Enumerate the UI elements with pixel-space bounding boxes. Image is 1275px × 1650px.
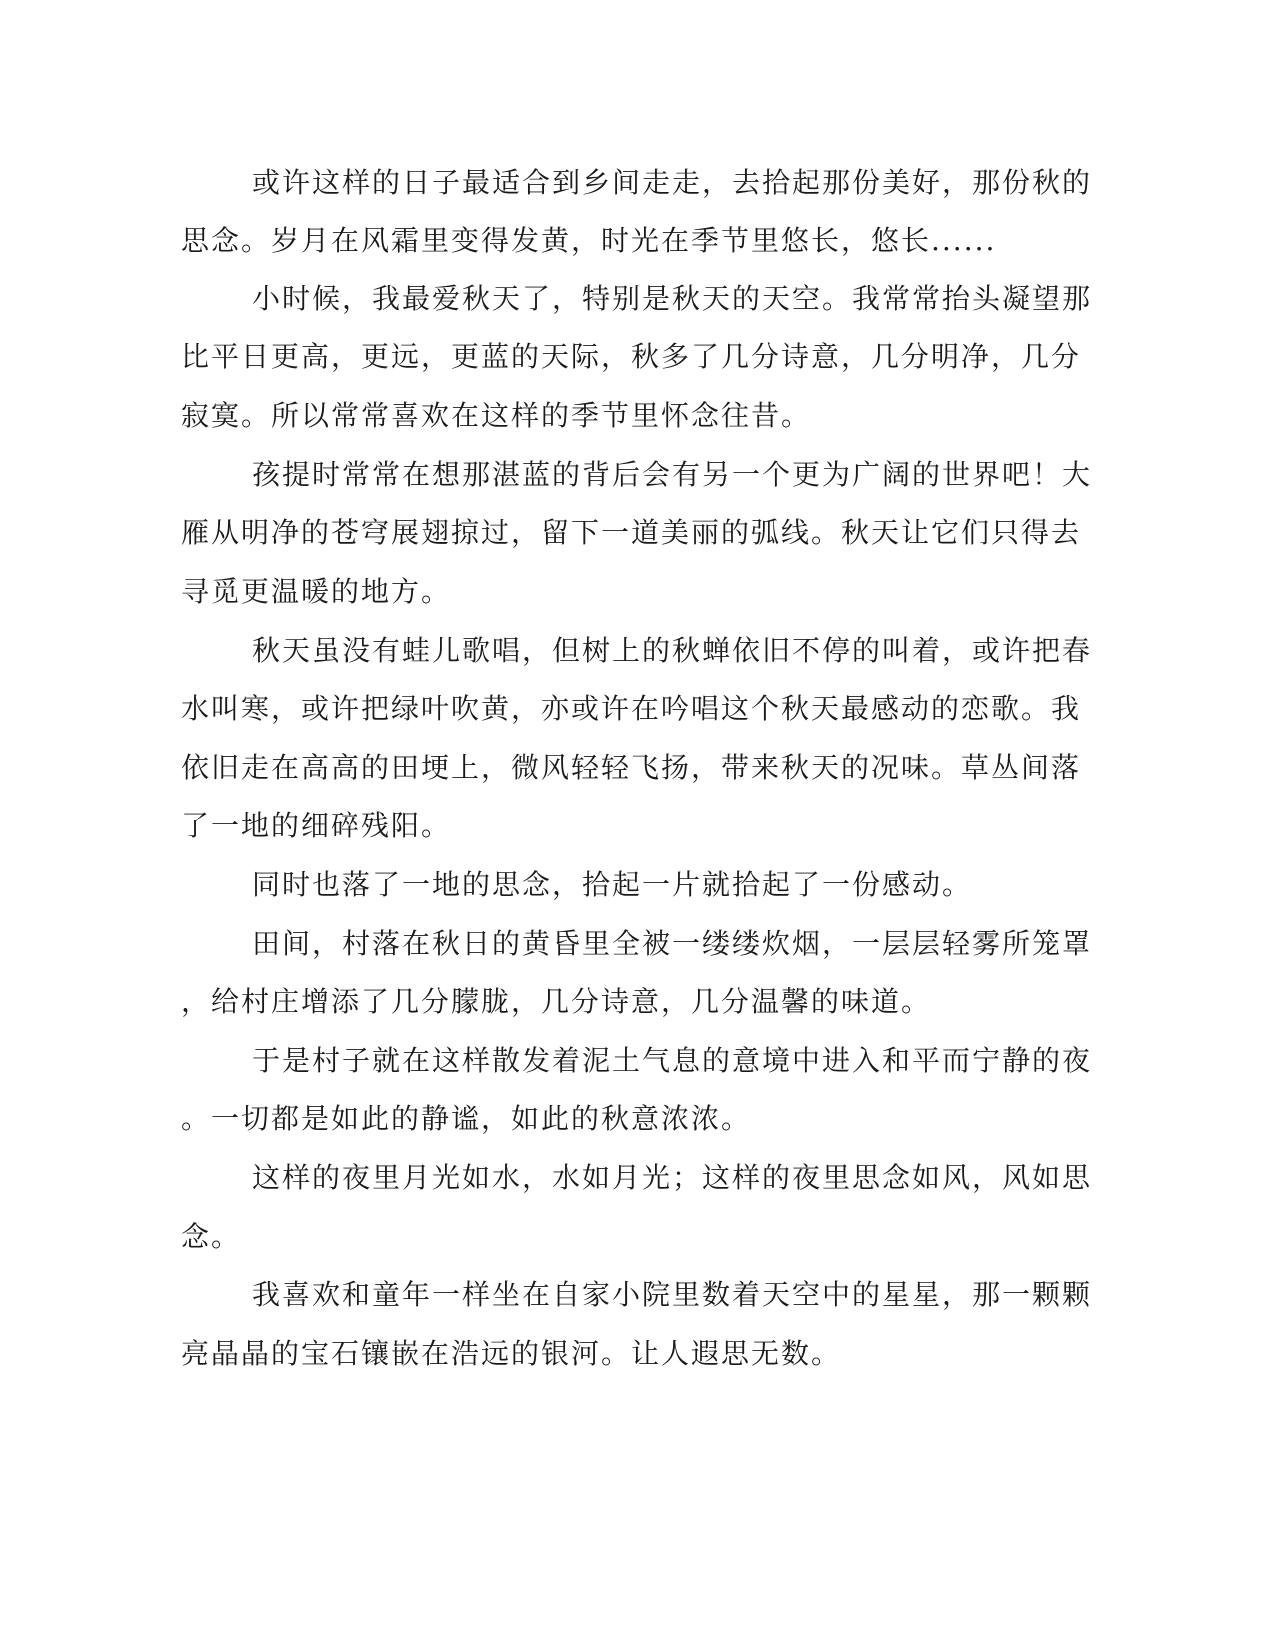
text-line: 同时也落了一地的思念，拾起一片就拾起了一份感动。 [252,868,973,901]
text-line: ，给村庄增添了几分朦胧，几分诗意，几分温馨的味道。 [181,985,932,1018]
text-line: 亮晶晶的宝石镶嵌在浩远的银河。让人遐思无数。 [181,1337,842,1370]
text-line: 小时候，我最爱秋天了，特别是秋天的天空。我常常抬头凝望那 [252,282,1093,315]
text-line: 田间，村落在秋日的黄昏里全被一缕缕炊烟，一层层轻雾所笼罩 [252,927,1093,960]
text-line: 孩提时常常在想那湛蓝的背后会有另一个更为广阔的世界吧！大 [252,458,1093,491]
text-line: 。一切都是如此的静谧，如此的秋意浓浓。 [181,1102,752,1135]
text-line: 依旧走在高高的田埂上，微风轻轻飞扬，带来秋天的况味。草丛间落 [181,751,1082,784]
text-line: 秋天虽没有蛙儿歌唱，但树上的秋蝉依旧不停的叫着，或许把春 [252,634,1093,667]
text-line: 水叫寒，或许把绿叶吹黄，亦或许在吟唱这个秋天最感动的恋歌。我 [181,692,1082,725]
text-line: 雁从明净的苍穹展翅掠过，留下一道美丽的弧线。秋天让它们只得去 [181,516,1082,549]
text-line: 于是村子就在这样散发着泥土气息的意境中进入和平而宁静的夜 [252,1044,1093,1077]
text-line: 寂寞。所以常常喜欢在这样的季节里怀念往昔。 [181,399,812,432]
text-line: 比平日更高，更远，更蓝的天际，秋多了几分诗意，几分明净，几分 [181,340,1082,373]
text-line: 或许这样的日子最适合到乡间走走，去拾起那份美好，那份秋的 [252,166,1093,199]
text-line: 我喜欢和童年一样坐在自家小院里数着天空中的星星，那一颗颗 [252,1278,1093,1311]
text-line: 了一地的细碎残阳。 [181,809,452,842]
text-line: 念。 [181,1220,242,1253]
text-line: 寻觅更温暖的地方。 [181,575,452,608]
text-line: 这样的夜里月光如水，水如月光；这样的夜里思念如风，风如思 [252,1161,1093,1194]
text-line: 思念。岁月在风霜里变得发黄，时光在季节里悠长，悠长...... [181,224,997,257]
